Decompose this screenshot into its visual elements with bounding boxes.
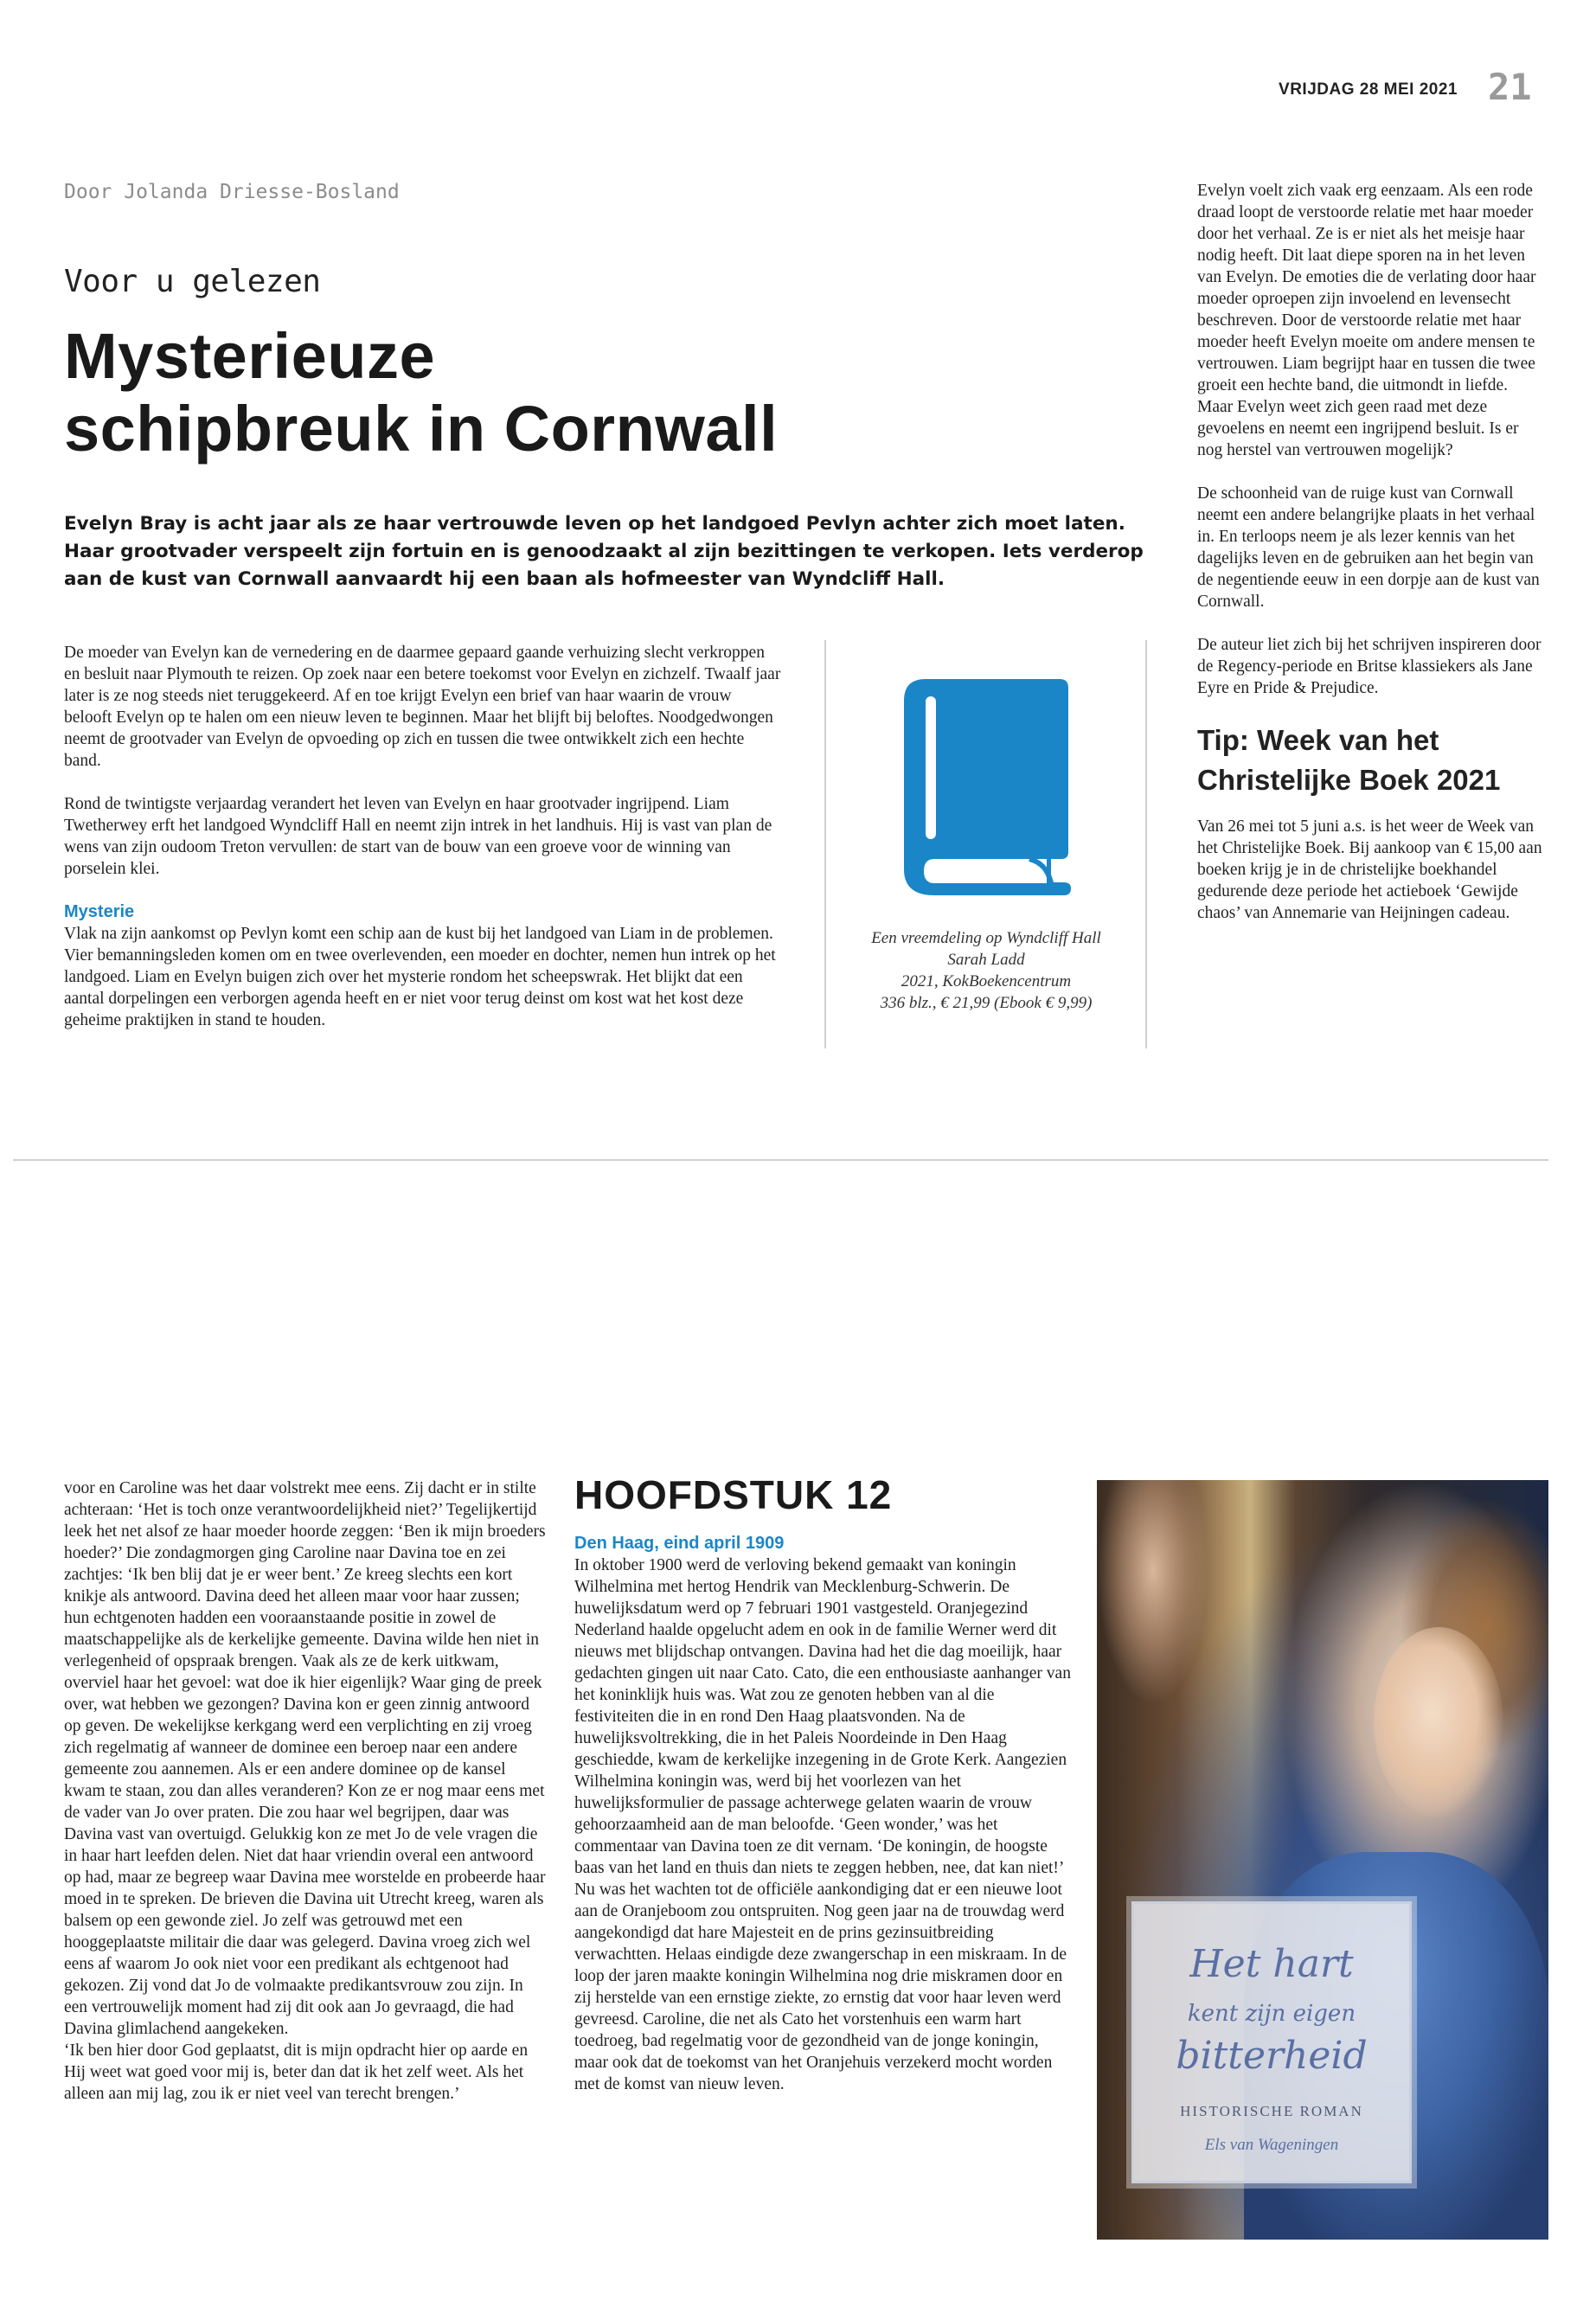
book-author: Sarah Ladd	[947, 951, 1025, 969]
book-publisher: 2021, KokBoekencentrum	[901, 972, 1072, 990]
chapter-title: HOOFDSTUK 12	[574, 1472, 893, 1517]
serial-paragraph: ‘Ik ben hier door God geplaatst, dit is mijn opdracht hier op aarde en Hij weet wat goed voor mij is, beter dan dat ik het zelf weet. Als het alleen aan mij lag, zou ik er niet veel van terecht brengen.’	[64, 2041, 529, 2103]
cover-title-line-3: bitterheid	[1176, 2034, 1368, 2078]
article-paragraph: De moeder van Evelyn kan de vernedering en de daarmee gepaard gaande verhuizing slecht verkroppen en besluit naar Plymouth te reizen. Op zoek naar een betere toekomst voor Evelyn en zichzelf. Twaalf jaar later is ze nog steeds niet teruggekeerd. Af en toe krijgt Evelyn een brief van haar waarin de vrouw belooft Evelyn op te halen om een nieuw leven te beginnen. Maar het blijft bij beloftes. Noodgedwongen neemt de grootvader van Evelyn de opvoeding op zich en tussen die twee ontwikkelt zich een hechte band.	[64, 644, 781, 770]
book-title: Een vreemdeling op Wyndcliff Hall	[871, 929, 1101, 947]
tip-heading: Tip: Week van het Christelijke Boek 2021	[1197, 724, 1501, 796]
serial-right-column	[574, 1471, 1076, 2095]
cover-author: Els van Wageningen	[1204, 2136, 1339, 2154]
section-divider	[13, 1159, 1548, 1161]
headline	[64, 320, 1145, 465]
issue-date: VRIJDAG 28 MEI 2021	[1279, 80, 1458, 99]
cover-genre: HISTORISCHE ROMAN	[1180, 2103, 1363, 2119]
article-left-column	[64, 642, 782, 1031]
kicker: Voor u gelezen	[64, 264, 321, 299]
headline-line-2: schipbreuk in Cornwall	[64, 393, 779, 465]
cover-face	[1374, 1627, 1503, 1817]
chapter-subhead: Den Haag, eind april 1909	[574, 1534, 785, 1553]
book-icon	[900, 679, 1073, 895]
article-paragraph: Vlak na zijn aankomst op Pevlyn komt een schip aan de kust bij het landgoed van Liam in de problemen. Vier bemanningsleden komen om en twee overlevenden, een moeder en dochter, nemen hun intrek op het landgoed. Liam en Evelyn buigen zich over het mysterie rondom het scheepswrak. Het blijkt dat een aantal dorpelingen een verborgen agenda heeft en er niet voor terug deinst om kost wat het kost deze geheime praktijken in stand te houden.	[64, 925, 776, 1029]
book-details: 336 blz., € 21,99 (Ebook € 9,99)	[880, 994, 1093, 1012]
serial-left-column	[64, 1477, 548, 2105]
book-caption	[839, 927, 1133, 1014]
article-paragraph: Rond de twintigste verjaardag verandert het leven van Evelyn en haar grootvader ingrijpend. Liam Twetherwey erft het landgoed Wyndcliff Hall en neemt zijn intrek in het landhuis. Hij is vast van plan de wens van zijn oudoom Treton vervullen: de start van de bouw van een groeve voor de winning van porselein klei.	[64, 795, 772, 878]
page-number: 21	[1488, 66, 1532, 108]
book-cover-image	[1097, 1480, 1548, 2240]
chapter-paragraph: In oktober 1900 werd de verloving bekend gemaakt van koningin Wilhelmina met hertog Hendrik van Mecklenburg-Schwerin. De huwelijksdatum werd op 7 februari 1901 vastgesteld. Oranjegezind Nederland haalde opgelucht adem en ook in de familie Werner werd dit nieuws met blijdschap ontvangen. Davina had het die dag moeilijk, haar gedachten gingen uit naar Cato. Cato, die een enthousiaste aanhanger van het koninklijk huis was. Wat zou ze genoten hebben van al die festiviteiten die in en rond Den Haag plaatsvonden. Na de huwelijksvoltrekking, die in het Paleis Noordeinde in Den Haag geschiedde, kwam de kerkelijke inzegening in de Grote Kerk. Aangezien Wilhelmina koningin was, werd bij het voorlezen van het huwelijksformulier de passage achterwege gelaten waarin de vrouw gehoorzaamheid aan de man beloofde. ‘Geen wonder,’ was het commentaar van Davina toen ze dit vernam. ‘De koningin, de hoogste baas van het land en thuis dan niets te zeggen hebben, nee, dat kan niet!’ Nu was het wachten tot de officiële aankondiging dat er een nieuwe loot aan de Oranjeboom zou ontspruiten. Nog geen jaar na de trouwdag werd aangekondigd dat hare Majesteit en de prins gezinsuitbreiding verwachtten. Helaas eindigde deze zwangerschap in een miskraam. In de loop der jaren maakte koningin Wilhelmina nog drie miskramen door en zij herstelde van een ernstige ziekte, zo ernstig dat voor haar leven werd gevreesd. Caroline, die net als Cato het vorstenhuis een warm hart toedroeg, bad regelmatig voor de gezondheid van de jonge koningin, maar ook dat de toekomst van het Oranjehuis verzekerd mocht worden met de komst van nieuw leven.	[574, 1556, 1071, 2093]
tip-paragraph: Van 26 mei tot 5 juni a.s. is het weer de Week van het Christelijke Boek. Bij aankoop van € 15,00 aan boeken krijg je in de christelijke boekhandel gedurende deze periode het actieboek ‘Gewijde chaos’ van Annemarie van Heijningen cadeau.	[1197, 817, 1542, 922]
cover-title-line-1: Het hart	[1189, 1942, 1354, 1986]
lead-paragraph: Evelyn Bray is acht jaar als ze haar vertrouwde leven op het landgoed Pevlyn achter zich moet laten. Haar grootvader verspeelt zijn fortuin en is genoodzaakt al zijn bezittingen te verkopen. Iets verderop aan de kust van Cornwall aanvaardt hij een baan als hofmeester van Wyndcliff Hall.	[64, 513, 1144, 590]
cover-title-box	[1131, 1901, 1412, 2183]
headline-line-1: Mysterieuze	[64, 320, 436, 392]
article-paragraph: De schoonheid van de ruige kust van Cornwall neemt een andere belangrijke plaats in het verhaal in. En terloops neem je als lezer kennis van het dagelijks leven en de gebruiken aan het begin van de negentiende eeuw in een dorpje aan de kust van Cornwall.	[1197, 484, 1540, 611]
column-divider-left	[824, 640, 826, 1048]
article-paragraph: Evelyn voelt zich vaak erg eenzaam. Als een rode draad loopt de verstoorde relatie met haar moeder door het verhaal. Ze is er niet als het meisje haar nodig heeft. Dit laat diepe sporen na in het leven van Evelyn. De emoties die de verlating door haar moeder oproepen zijn invoelend en levensecht beschreven. Door de verstoorde relatie met haar moeder heeft Evelyn moeite om andere mensen te vertrouwen. Liam begrijpt haar en tussen die twee groeit een hechte band, die uitmondt in liefde. Maar Evelyn weet zich geen raad met deze gevoelens en neemt een ingrijpend besluit. Is er nog herstel van vertrouwen mogelijk?	[1197, 182, 1536, 459]
subhead-mysterie: Mysterie	[64, 902, 135, 921]
cover-hand	[1097, 1480, 1209, 1705]
cover-title-line-2: kent zijn eigen	[1187, 2001, 1356, 2027]
serial-paragraph: voor en Caroline was het daar volstrekt mee eens. Zij dacht er in stilte achteraan: ‘Het is toch onze verantwoordelijkheid niet?’ Tegelijkertijd leek het net alsof ze haar moeder hoorde zeggen: ‘Ben ik mijn broeders hoeder?’ Die zondagmorgen ging Caroline naar Davina toe en zei zachtjes: ‘Ik ben blij dat je er weer bent.’ Ze kreeg slechts een kort knikje als antwoord. Davina deed het alleen maar voor haar zussen; hun echtgenoten hadden een vooraanstaande positie in zowel de maatschappelijke als de kerkelijke gemeente. Davina wilde hen niet in verlegenheid of opspraak brengen. Vaak als ze de kerk uitkwam, overviel haar het gevoel: wat doe ik hier eigenlijk? Waar ging de preek over, wat hebben we gezongen? Davina kon er geen zinnig antwoord op geven. De wekelijkse kerkgang werd een verplichting en zij vroeg zich regelmatig af wanneer de dominee een beroep naar een andere gemeente zou aannemen. Als er een andere dominee op de kansel kwam te staan, zou dan alles veranderen? Kon ze er nog maar eens met de vader van Jo over praten. Die zou haar wel begrijpen, daar was Davina vast van overtuigd. Gelukkig kon ze met Jo de vele vragen die in haar hart leefden delen. Niet dat haar vriendin overal een antwoord op had, maar ze begreep waar Davina mee worstelde en probeerde haar moed in te spreken. De brieven die Davina uit Utrecht kreeg, waren als balsem op een gewonde ziel. Jo zelf was getrouwd met een hooggeplaatste militair die daar was gelegerd. Davina vroeg zich wel eens af waarom Jo ook niet voor een predikant als echtgenoot had gekozen. Zij vond dat Jo de volmaakte predikantsvrouw zou zijn. In een vertrouwelijk moment had zij dit ook aan Jo gevraagd, die had Davina glimlachend aangekeken.	[64, 1479, 546, 2038]
article-right-column	[1197, 180, 1543, 924]
article-paragraph: De auteur liet zich bij het schrijven inspireren door de Regency-periode en Britse klassiekers als Jane Eyre en Pride & Prejudice.	[1197, 636, 1542, 697]
column-divider-right	[1145, 640, 1147, 1048]
byline: Door Jolanda Driesse-Bosland	[64, 181, 400, 203]
